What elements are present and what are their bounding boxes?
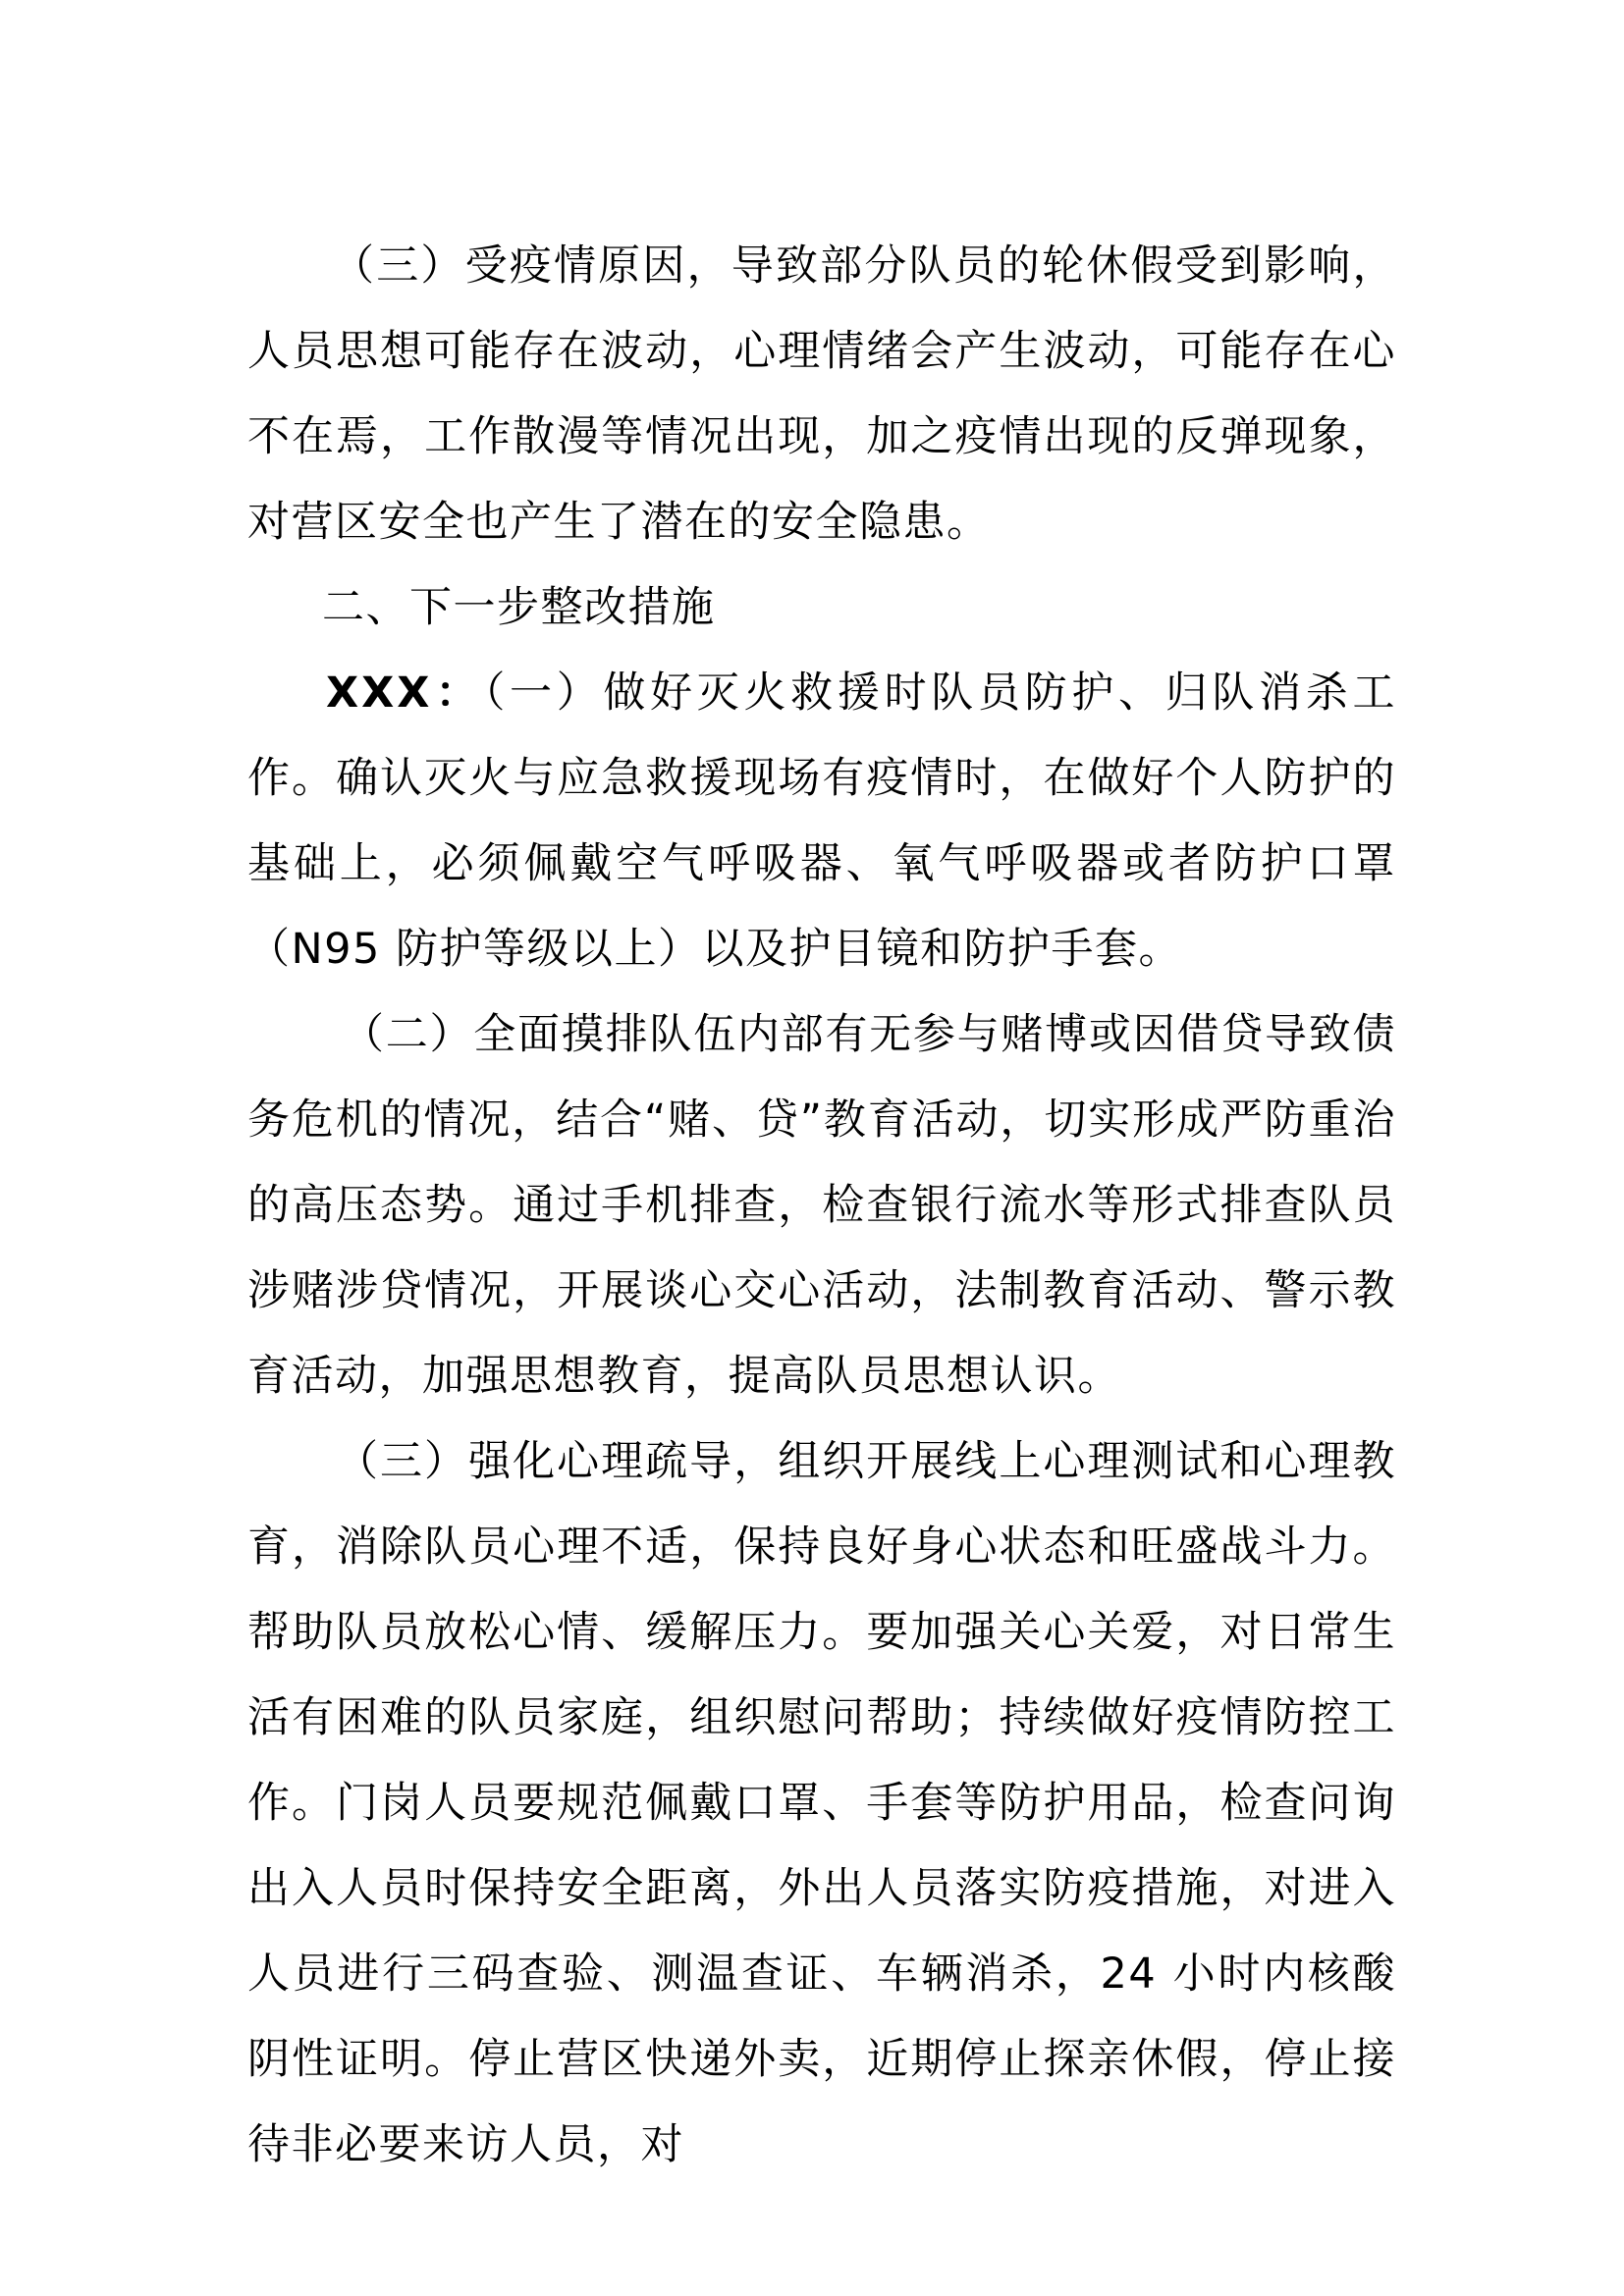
paragraph-epidemic-impact: （三）受疫情原因，导致部分队员的轮休假受到影响，人员思想可能存在波动，心理情绪会产生波动，可能存在心不在焉，工作散漫等情况出现，加之疫情出现的反弹现象，对营区安全也产生了潜在的安全隐患。 xyxy=(247,241,1396,547)
paragraph-measure-three: （三）强化心理疏导，组织开展线上心理测试和心理教育，消除队员心理不适，保持良好身心状态和旺盛战斗力。帮助队员放松心情、缓解压力。要加强关心关爱，对日常生活有困难的队员家庭，组织慰问帮助；持续做好疫情防控工作。门岗人员要规范佩戴口罩、手套等防护用品，检查问询出入人员时保持安全距离，外出人员落实防疫措施，对进入人员进行三码查验、测温查证、车辆消杀，24 小时内核酸阴性证明。停止营区快递外卖，近期停止探亲休假，停止接待非必要来访人员，对 xyxy=(247,1437,1396,2169)
section-heading-next-steps: 二、下一步整改措施 xyxy=(322,583,716,632)
document-body xyxy=(247,224,1396,2188)
paragraph-measure-two: （二）全面摸排队伍内部有无参与赌博或因借贷导致债务危机的情况，结合“赌、贷”教育活动，切实形成严防重治的高压态势。通过手机排查，检查银行流水等形式排查队员涉赌涉贷情况，开展谈心交心活动，法制教育活动、警示教育活动，加强思想教育，提高队员思想认识。 xyxy=(247,1010,1396,1401)
paragraph-measure-one-text: （一）做好灭火救援时队员防护、归队消杀工作。确认灭火与应急救援现场有疫情时，在做好个人防护的基础上，必须佩戴空气呼吸器、氧气呼吸器或者防护口罩（N95 防护等级以上）以及护目镜和防护手套。 xyxy=(247,668,1396,974)
paragraph-lead-label: XXX： xyxy=(326,668,484,718)
paragraph-measure-one xyxy=(247,651,1396,992)
